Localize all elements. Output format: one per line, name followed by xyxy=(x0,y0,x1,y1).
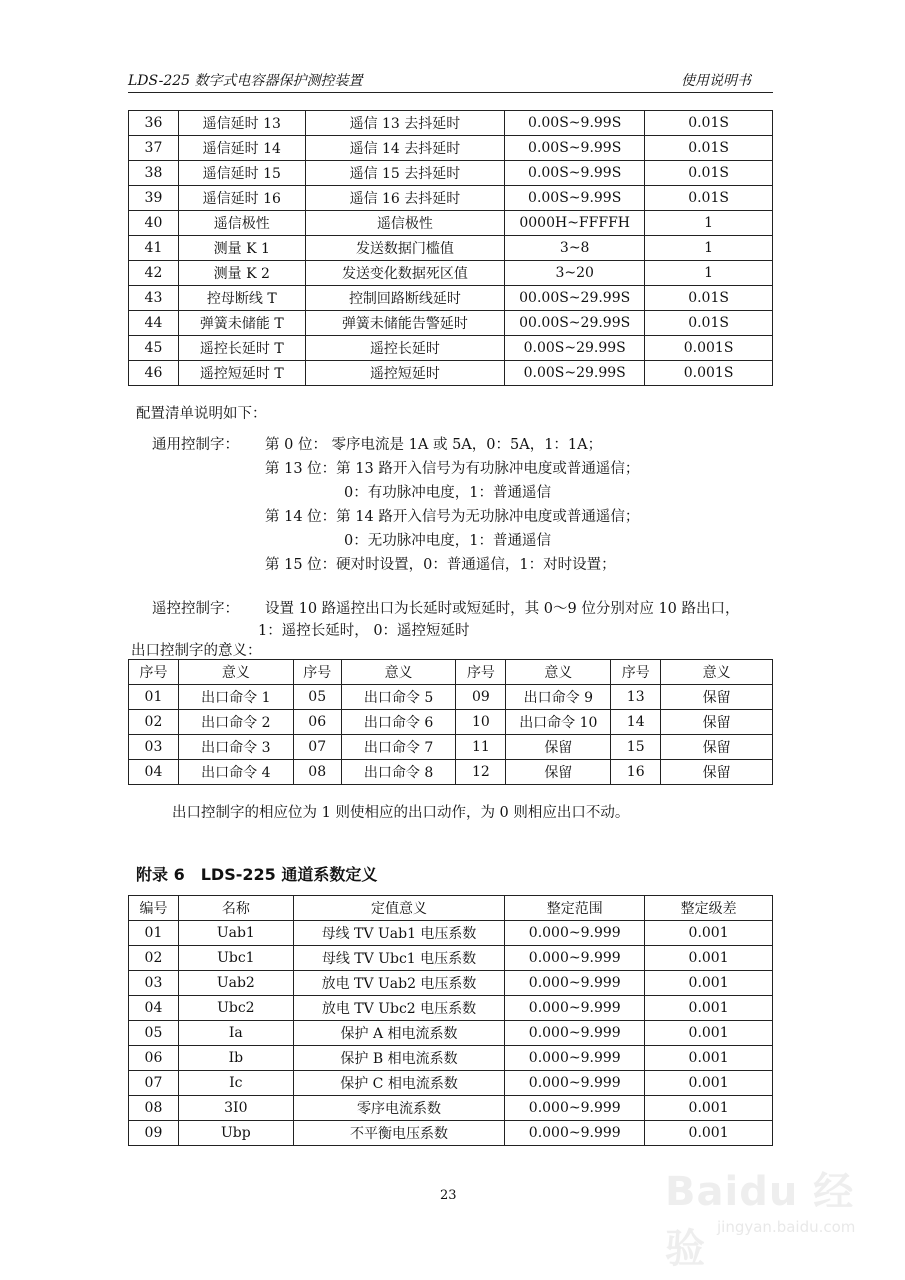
table-cell: 遥信极性 xyxy=(178,211,305,236)
table-cell: 保留 xyxy=(506,760,611,785)
watermark-url: jingyan.baidu.com xyxy=(717,1218,856,1236)
table-cell: 遥信 16 去抖延时 xyxy=(305,186,505,211)
header-doc-title: LDS-225 数字式电容器保护测控装置 xyxy=(128,73,363,89)
table-cell: 遥信 13 去抖延时 xyxy=(305,111,505,136)
table-row xyxy=(129,971,773,996)
table-header-cell: 序号 xyxy=(456,660,506,685)
table-row xyxy=(129,186,773,211)
remote-control-line: 设置 10 路遥控出口为长延时或短延时，其 0～9 位分别对应 10 路出口， xyxy=(265,601,740,617)
table-cell: 发送数据门槛值 xyxy=(305,236,505,261)
table-cell: Ubc1 xyxy=(178,946,293,971)
table-cell: 0.001 xyxy=(645,1046,773,1071)
table-row xyxy=(129,1046,773,1071)
table-cell: 出口命令 7 xyxy=(341,735,456,760)
table-cell: 07 xyxy=(129,1071,179,1096)
table-cell: 02 xyxy=(129,946,179,971)
table-header-cell: 定值意义 xyxy=(293,896,505,921)
table-cell: 13 xyxy=(611,685,661,710)
table-cell: 遥信 15 去抖延时 xyxy=(305,161,505,186)
table-cell: 0.00S~9.99S xyxy=(505,136,645,161)
appendix-heading xyxy=(136,862,393,885)
table-cell: 零序电流系数 xyxy=(293,1096,505,1121)
table-row xyxy=(129,211,773,236)
table-cell: 0.000~9.999 xyxy=(505,996,645,1021)
table-cell: 0.001 xyxy=(645,1121,773,1146)
table-cell: 控制回路断线延时 xyxy=(305,286,505,311)
table-cell: Ic xyxy=(178,1071,293,1096)
table-row xyxy=(129,735,773,760)
table-cell: 出口命令 6 xyxy=(341,710,456,735)
table-cell: 母线 TV Uab1 电压系数 xyxy=(293,921,505,946)
table-row xyxy=(129,921,773,946)
table-cell: 0.000~9.999 xyxy=(505,1071,645,1096)
table-row xyxy=(129,286,773,311)
table-cell: 37 xyxy=(129,136,179,161)
table-cell: 02 xyxy=(129,710,179,735)
table-cell: 弹簧未储能 T xyxy=(178,311,305,336)
table-cell: 测量 K 1 xyxy=(178,236,305,261)
table-cell: 40 xyxy=(129,211,179,236)
table-row xyxy=(129,760,773,785)
table-cell: 01 xyxy=(129,685,179,710)
table-cell: 08 xyxy=(129,1096,179,1121)
table-cell: 06 xyxy=(129,1046,179,1071)
table-cell: 遥控长延时 T xyxy=(178,336,305,361)
table-cell: 保留 xyxy=(506,735,611,760)
table-row xyxy=(129,111,773,136)
table-cell: 0.01S xyxy=(645,111,773,136)
table-cell: 0.01S xyxy=(645,311,773,336)
table-cell: 母线 TV Ubc1 电压系数 xyxy=(293,946,505,971)
table-cell: 不平衡电压系数 xyxy=(293,1121,505,1146)
table-row xyxy=(129,685,773,710)
table-cell: 出口命令 8 xyxy=(341,760,456,785)
table-cell: 保护 C 相电流系数 xyxy=(293,1071,505,1096)
table-cell: 45 xyxy=(129,336,179,361)
table-cell: 遥信延时 13 xyxy=(178,111,305,136)
table-cell: 38 xyxy=(129,161,179,186)
table-cell: 16 xyxy=(611,760,661,785)
table-row xyxy=(129,136,773,161)
table-cell: Ib xyxy=(178,1046,293,1071)
table-cell: 46 xyxy=(129,361,179,386)
settings-table-continued xyxy=(128,110,773,386)
table-row xyxy=(129,710,773,735)
table-cell: 0.00S~9.99S xyxy=(505,186,645,211)
table-cell: 3~8 xyxy=(505,236,645,261)
table-cell: 3I0 xyxy=(178,1096,293,1121)
table-cell: 0.001 xyxy=(645,1096,773,1121)
table-row xyxy=(129,996,773,1021)
table-cell: 出口命令 9 xyxy=(506,685,611,710)
table-cell: 遥信延时 15 xyxy=(178,161,305,186)
table-cell: 01 xyxy=(129,921,179,946)
table-cell: 保留 xyxy=(661,685,773,710)
table-cell: 0.001 xyxy=(645,1021,773,1046)
output-control-table xyxy=(128,659,773,785)
remote-control-line: 1：遥控长延时， 0：遥控短延时 xyxy=(258,623,470,639)
table-cell: 0.001 xyxy=(645,921,773,946)
table-cell: 3~20 xyxy=(505,261,645,286)
table-header-cell: 意义 xyxy=(178,660,293,685)
table-header-cell: 意义 xyxy=(341,660,456,685)
table-cell: 遥控短延时 T xyxy=(178,361,305,386)
channel-coefficient-table xyxy=(128,895,773,1146)
table-cell: 00.00S~29.99S xyxy=(505,311,645,336)
table-cell: 04 xyxy=(129,760,179,785)
config-line: 第 15 位：硬对时设置，0：普通遥信，1：对时设置； xyxy=(265,557,616,573)
table-cell: 1 xyxy=(645,211,773,236)
table-cell: 保留 xyxy=(661,735,773,760)
table-cell: 07 xyxy=(293,735,341,760)
table-cell: 遥控长延时 xyxy=(305,336,505,361)
table-cell: 05 xyxy=(293,685,341,710)
table-cell: Ubp xyxy=(178,1121,293,1146)
table-row xyxy=(129,311,773,336)
table-cell: 0.001 xyxy=(645,946,773,971)
table-cell: 44 xyxy=(129,311,179,336)
table-cell: 05 xyxy=(129,1021,179,1046)
table-cell: 遥信极性 xyxy=(305,211,505,236)
table-cell: 04 xyxy=(129,996,179,1021)
table-cell: 03 xyxy=(129,735,179,760)
table-cell: 出口命令 4 xyxy=(178,760,293,785)
appendix-title: LDS-225 通道系数定义 xyxy=(200,865,378,884)
table-cell: 弹簧未储能告警延时 xyxy=(305,311,505,336)
table-cell: 0.001 xyxy=(645,996,773,1021)
page-header xyxy=(128,68,773,93)
remote-control-label: 遥控控制字： xyxy=(152,601,239,617)
table-cell: 08 xyxy=(293,760,341,785)
table-header-cell: 意义 xyxy=(506,660,611,685)
output-control-intro: 出口控制字的意义： xyxy=(131,643,262,659)
config-line: 第 0 位： 零序电流是 1A 或 5A，0：5A，1：1A； xyxy=(265,437,603,453)
table-header-cell: 序号 xyxy=(611,660,661,685)
table-cell: 测量 K 2 xyxy=(178,261,305,286)
table-cell: 保留 xyxy=(661,760,773,785)
table-cell: 42 xyxy=(129,261,179,286)
table-cell: 15 xyxy=(611,735,661,760)
table-cell: 放电 TV Uab2 电压系数 xyxy=(293,971,505,996)
table-cell: 0.001 xyxy=(645,1071,773,1096)
table-cell: 0.000~9.999 xyxy=(505,1021,645,1046)
table-cell: 0.001S xyxy=(645,336,773,361)
table-header-cell: 序号 xyxy=(293,660,341,685)
table-header-cell: 编号 xyxy=(129,896,179,921)
table-cell: 发送变化数据死区值 xyxy=(305,261,505,286)
table-cell: Ubc2 xyxy=(178,996,293,1021)
page-number: 23 xyxy=(440,1188,457,1203)
table-cell: 出口命令 1 xyxy=(178,685,293,710)
table-cell: 出口命令 3 xyxy=(178,735,293,760)
table-cell: 遥信延时 14 xyxy=(178,136,305,161)
baidu-watermark xyxy=(665,1140,865,1272)
table-row xyxy=(129,336,773,361)
header-manual-label: 使用说明书 xyxy=(681,73,751,89)
table-cell: 控母断线 T xyxy=(178,286,305,311)
table-cell: 0.00S~29.99S xyxy=(505,336,645,361)
table-cell: 0.000~9.999 xyxy=(505,1046,645,1071)
table-cell: Uab1 xyxy=(178,921,293,946)
table-row xyxy=(129,236,773,261)
table-row xyxy=(129,161,773,186)
table-cell: 0.01S xyxy=(645,161,773,186)
table-cell: 保护 A 相电流系数 xyxy=(293,1021,505,1046)
table-cell: 14 xyxy=(611,710,661,735)
table-cell: 保护 B 相电流系数 xyxy=(293,1046,505,1071)
table-cell: 0.000~9.999 xyxy=(505,921,645,946)
table-cell: 0.000~9.999 xyxy=(505,946,645,971)
table-cell: 0.00S~9.99S xyxy=(505,161,645,186)
table-cell: 遥信 14 去抖延时 xyxy=(305,136,505,161)
table-row xyxy=(129,946,773,971)
table-cell: 出口命令 2 xyxy=(178,710,293,735)
table-cell: 保留 xyxy=(661,710,773,735)
table-cell: Uab2 xyxy=(178,971,293,996)
table-row xyxy=(129,261,773,286)
table-cell: 0.01S xyxy=(645,186,773,211)
table-header-row xyxy=(129,896,773,921)
appendix-label: 附录 6 xyxy=(136,865,185,884)
config-line: 第 14 位：第 14 路开入信号为无功脉冲电度或普通遥信； xyxy=(265,509,640,525)
table-header-cell: 意义 xyxy=(661,660,773,685)
output-note: 出口控制字的相应位为 1 则使相应的出口动作，为 0 则相应出口不动。 xyxy=(172,805,630,821)
table-row xyxy=(129,1071,773,1096)
table-cell: 11 xyxy=(456,735,506,760)
table-cell: 43 xyxy=(129,286,179,311)
table-cell: 12 xyxy=(456,760,506,785)
table-cell: 09 xyxy=(456,685,506,710)
table-cell: Ia xyxy=(178,1021,293,1046)
table-cell: 09 xyxy=(129,1121,179,1146)
table-cell: 0.00S~29.99S xyxy=(505,361,645,386)
table-cell: 0.001 xyxy=(645,971,773,996)
table-cell: 10 xyxy=(456,710,506,735)
table-header-cell: 整定级差 xyxy=(645,896,773,921)
table-cell: 0.01S xyxy=(645,286,773,311)
table-cell: 0.000~9.999 xyxy=(505,1096,645,1121)
table-cell: 0.00S~9.99S xyxy=(505,111,645,136)
table-cell: 06 xyxy=(293,710,341,735)
table-cell: 39 xyxy=(129,186,179,211)
table-header-cell: 整定范围 xyxy=(505,896,645,921)
table-cell: 0.000~9.999 xyxy=(505,1121,645,1146)
table-row xyxy=(129,1096,773,1121)
table-cell: 遥信延时 16 xyxy=(178,186,305,211)
table-header-cell: 序号 xyxy=(129,660,179,685)
table-cell: 出口命令 10 xyxy=(506,710,611,735)
table-cell: 1 xyxy=(645,236,773,261)
config-line: 0：有功脉冲电度，1：普通遥信 xyxy=(344,485,551,501)
config-line: 第 13 位：第 13 路开入信号为有功脉冲电度或普通遥信； xyxy=(265,461,640,477)
config-intro: 配置清单说明如下： xyxy=(136,406,267,422)
table-cell: 0.001S xyxy=(645,361,773,386)
general-control-label: 通用控制字： xyxy=(152,437,239,453)
table-header-row xyxy=(129,660,773,685)
table-row xyxy=(129,361,773,386)
table-cell: 41 xyxy=(129,236,179,261)
table-cell: 出口命令 5 xyxy=(341,685,456,710)
table-cell: 36 xyxy=(129,111,179,136)
table-cell: 放电 TV Ubc2 电压系数 xyxy=(293,996,505,1021)
table-cell: 0.000~9.999 xyxy=(505,971,645,996)
table-header-cell: 名称 xyxy=(178,896,293,921)
table-cell: 0000H~FFFFH xyxy=(505,211,645,236)
table-cell: 03 xyxy=(129,971,179,996)
watermark-logo: Baidu 经验 xyxy=(665,1169,855,1272)
table-cell: 遥控短延时 xyxy=(305,361,505,386)
table-cell: 0.01S xyxy=(645,136,773,161)
config-line: 0：无功脉冲电度，1：普通遥信 xyxy=(344,533,551,549)
table-row xyxy=(129,1021,773,1046)
table-cell: 00.00S~29.99S xyxy=(505,286,645,311)
table-cell: 1 xyxy=(645,261,773,286)
